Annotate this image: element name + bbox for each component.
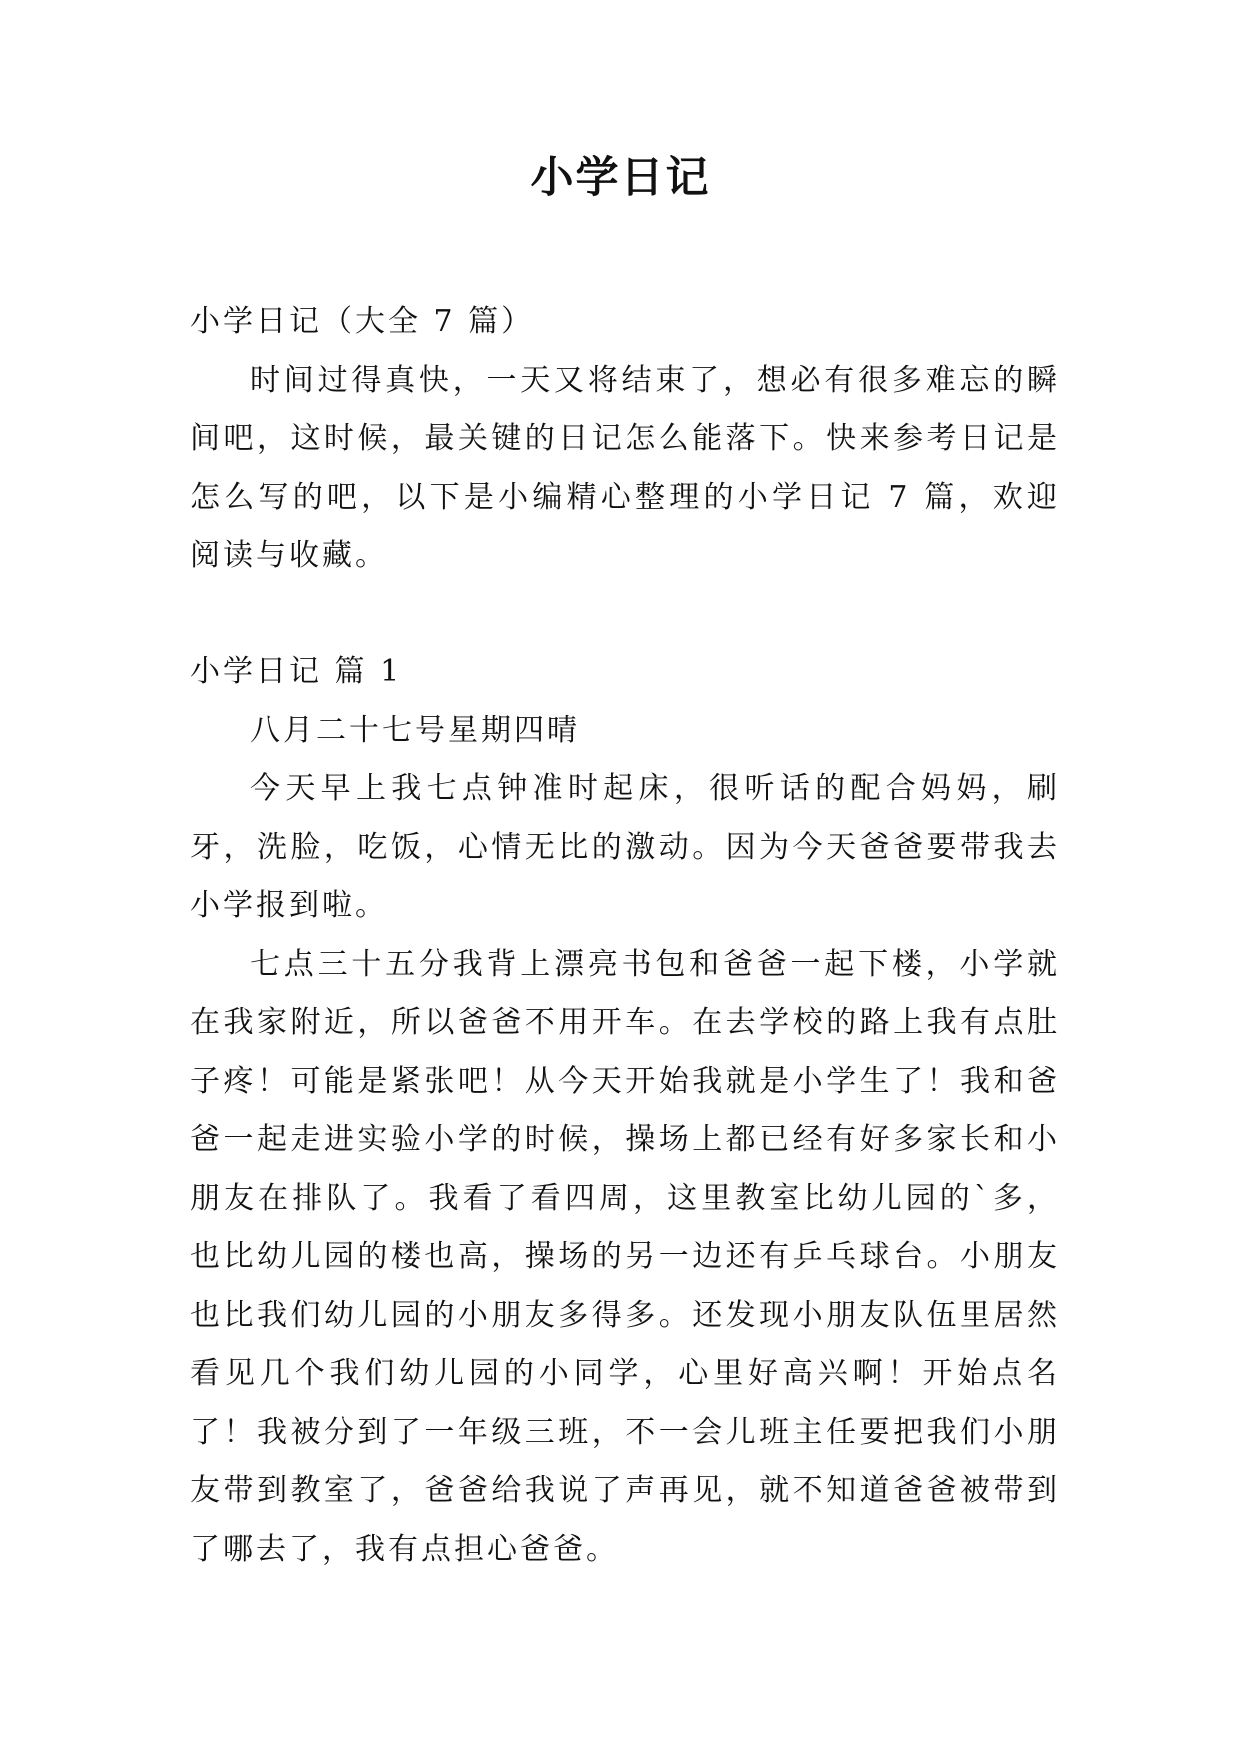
article-1-date-line: 八月二十七号星期四晴 [250,712,580,748]
document-title: 小学日记 [530,153,711,203]
article-1-paragraph: 今天早上我七点钟准时起床，很听话的配合妈妈，刷牙，洗脸，吃饭，心情无比的激动。因为今天爸爸要带我去小学报到啦。 [190,771,1060,923]
article-1-heading: 小学日记 篇 1 [190,654,403,689]
collection-heading: 小学日记（大全 7 篇） [190,304,535,339]
intro-section [190,293,1060,586]
article-1-section [190,643,1060,1579]
article-1-paragraph: 七点三十五分我背上漂亮书包和爸爸一起下楼，小学就在我家附近，所以爸爸不用开车。在去学校的路上我有点肚子疼！可能是紧张吧！从今天开始我就是小学生了！我和爸爸一起走进实验小学的时候，操场上都已经有好多家长和小朋友在排队了。我看了看四周，这里教室比幼儿园的`多，也比幼儿园的楼也高，操场的另一边还有乒乓球台。小朋友也比我们幼儿园的小朋友多得多。还发现小朋友队伍里居然看见几个我们幼儿园的小同学，心里好高兴啊！开始点名了！我被分到了一年级三班，不一会儿班主任要把我们小朋友带到教室了，爸爸给我说了声再见，就不知道爸爸被带到了哪去了，我有点担心爸爸。 [190,946,1060,1567]
intro-paragraph: 时间过得真快，一天又将结束了，想必有很多难忘的瞬间吧，这时候，最关键的日记怎么能落下。快来参考日记是怎么写的吧，以下是小编精心整理的小学日记 7 篇，欢迎阅读与收藏。 [190,362,1060,573]
